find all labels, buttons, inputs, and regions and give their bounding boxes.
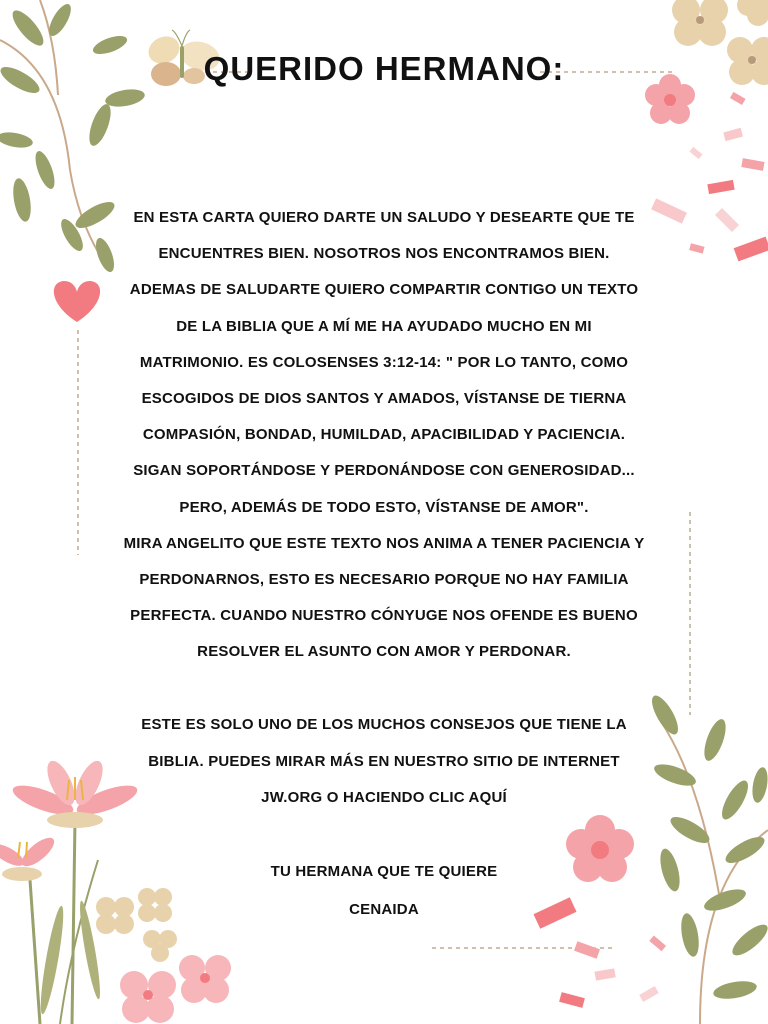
body-line: PERDONARNOS, ESTO ES NECESARIO PORQUE NO HAY FAMILIA	[139, 571, 629, 589]
closing-line: TU HERMANA QUE TE QUIERE	[270, 863, 498, 880]
website-link-text[interactable]: JW.ORG O HACIENDO CLIC AQUÍ	[261, 789, 507, 806]
body-line: ESCOGIDOS DE DIOS SANTOS Y AMADOS, VÍSTANSE DE TIERNA	[141, 390, 627, 408]
body-line: ADEMAS DE SALUDARTE QUIERO COMPARTIR CONTIGO UN TEXTO	[129, 281, 639, 299]
signature-name: CENAIDA	[349, 901, 419, 918]
body-line: PERFECTA. CUANDO NUESTRO CÓNYUGE NOS OFENDE ES BUENO	[130, 607, 638, 625]
letter-signature	[110, 853, 658, 929]
letter-advice-paragraph	[110, 707, 658, 817]
body-line: COMPASIÓN, BONDAD, HUMILDAD, APACIBILIDAD Y PACIENCIA.	[142, 426, 626, 444]
body-line: MATRIMONIO. ES COLOSENSES 3:12-14: " POR LO TANTO, COMO	[139, 353, 629, 371]
body-line: DE LA BIBLIA QUE A MÍ ME HA AYUDADO MUCHO EN MI	[176, 317, 592, 335]
body-line: ENCUENTRES BIEN. NOSOTROS NOS ENCONTRAMOS BIEN.	[158, 245, 610, 263]
body-line: ESTE ES SOLO UNO DE LOS MUCHOS CONSEJOS QUE TIENE LA	[141, 716, 627, 733]
heart-icon	[54, 281, 100, 322]
letter-body	[110, 200, 658, 671]
body-line: RESOLVER EL ASUNTO CON AMOR Y PERDONAR.	[197, 643, 571, 661]
body-line: PERO, ADEMÁS DE TODO ESTO, VÍSTANSE DE AMOR".	[179, 498, 589, 516]
body-line: SIGAN SOPORTÁNDOSE Y PERDONÁNDOSE CON GENEROSIDAD...	[133, 462, 635, 480]
body-line: BIBLIA. PUEDES MIRAR MÁS EN NUESTRO SITIO DE INTERNET	[148, 752, 620, 770]
body-line: MIRA ANGELITO QUE ESTE TEXTO NOS ANIMA A TENER PACIENCIA Y	[123, 534, 645, 552]
letter-title: QUERIDO HERMANO:	[203, 50, 565, 87]
bottom-right-branch-icon	[647, 692, 768, 1024]
body-line: EN ESTA CARTA QUIERO DARTE UN SALUDO Y DESEARTE QUE TE	[133, 209, 635, 226]
